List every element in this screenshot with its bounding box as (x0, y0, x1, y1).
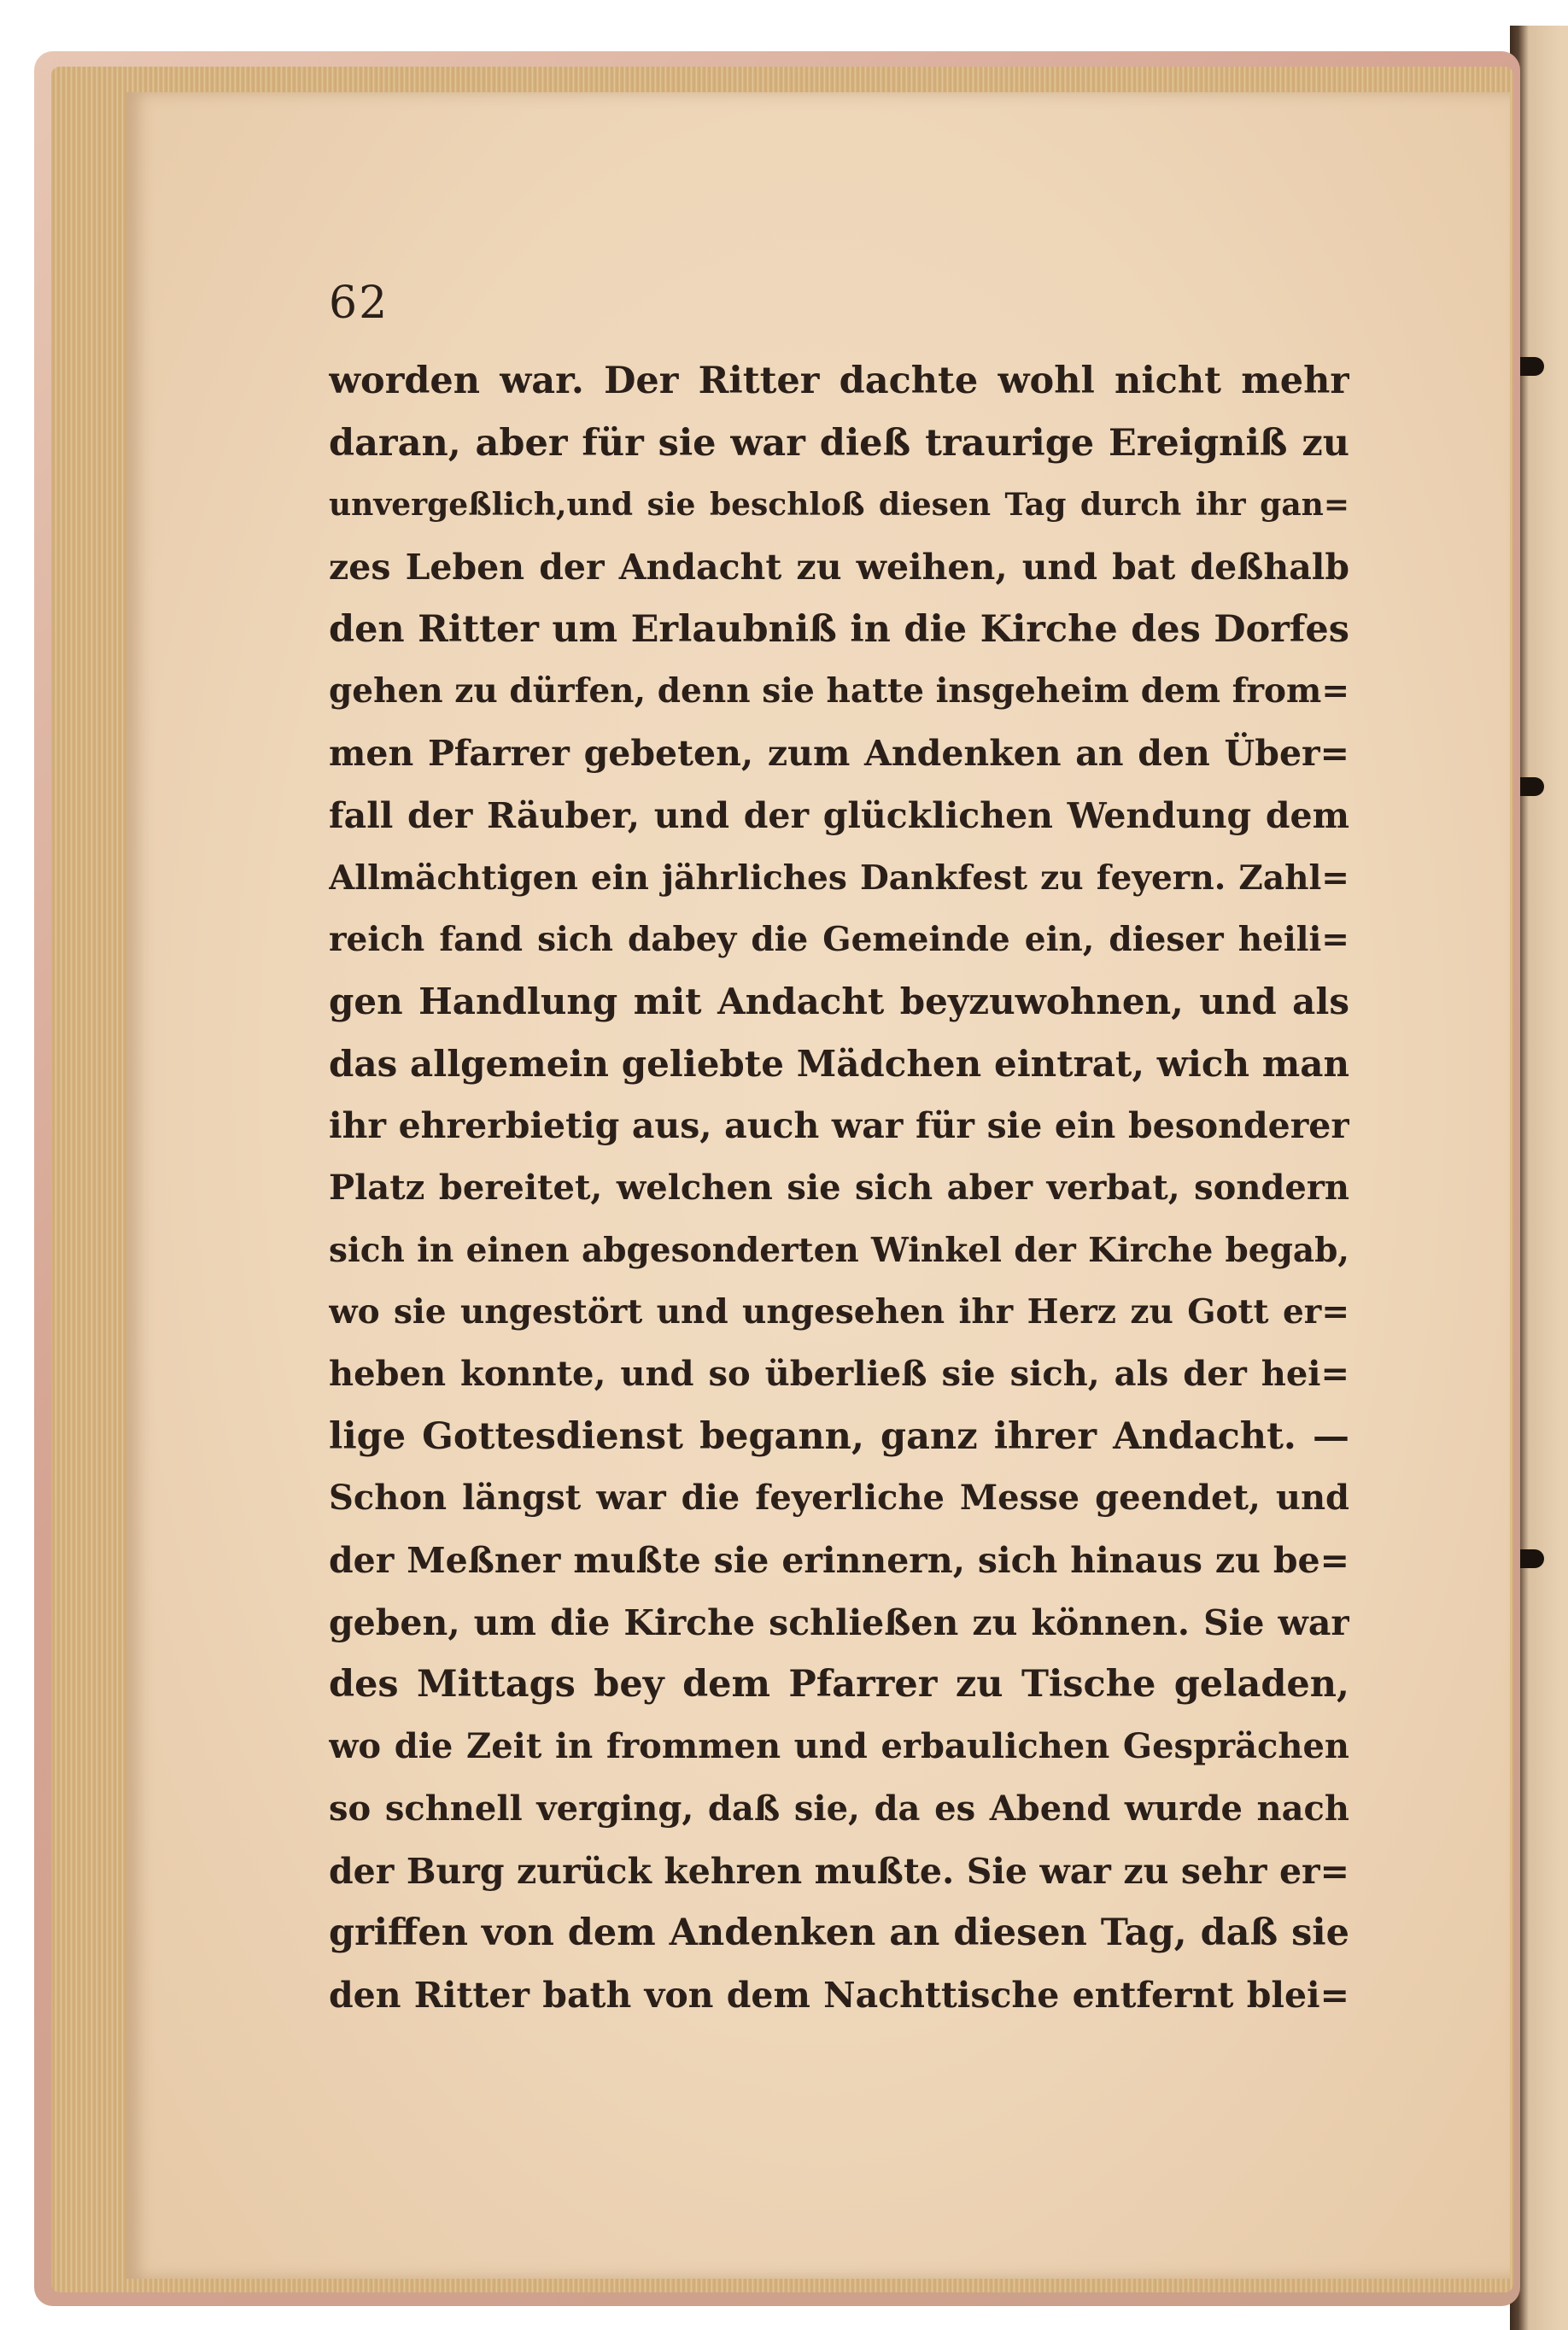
text-line: wo die Zeit in frommen und erbaulichen Gesprächen (329, 1726, 1349, 1767)
page-text (329, 350, 1349, 2027)
text-line: reich fand sich dabey die Gemeinde ein, dieser heili= (329, 920, 1349, 960)
text-line: so schnell verging, daß sie, da es Abend wurde nach (329, 1788, 1349, 1829)
text-line: Platz bereitet, welchen sie sich aber verbat, sondern (329, 1167, 1349, 1208)
text-line: der Burg zurück kehren mußte. Sie war zu sehr er= (329, 1850, 1349, 1892)
text-line: Allmächtigen ein jährliches Dankfest zu feyern. Zahl= (329, 858, 1349, 898)
text-line: heben konnte, und so überließ sie sich, als der hei= (329, 1354, 1349, 1394)
text-line: das allgemein geliebte Mädchen eintrat, wich man (329, 1042, 1349, 1085)
text-line: gen Handlung mit Andacht beyzuwohnen, und als (329, 980, 1349, 1022)
text-line: daran, aber für sie war dieß traurige Ereigniß zu (329, 421, 1349, 465)
text-line: griffen von dem Andenken an diesen Tag, daß sie (329, 1911, 1349, 1955)
text-line: der Meßner mußte sie erinnern, sich hinaus zu be= (329, 1540, 1349, 1582)
text-line: den Ritter um Erlaubniß in die Kirche des Dorfes (329, 607, 1349, 651)
text-line: unvergeßlich,und sie beschloß diesen Tag durch ihr gan= (329, 487, 1349, 524)
text-line: Schon längst war die feyerliche Messe geendet, und (329, 1478, 1349, 1519)
text-line: gehen zu dürfen, denn sie hatte insgeheim dem from= (329, 671, 1349, 711)
text-line: worden war. Der Ritter dachte wohl nicht mehr (329, 360, 1349, 402)
text-line: geben, um die Kirche schließen zu können. Sie war (329, 1601, 1349, 1643)
page-number: 62 (329, 278, 389, 329)
text-line: ihr ehrerbietig aus, auch war für sie ein besonderer (329, 1105, 1349, 1147)
text-line: men Pfarrer gebeten, zum Andenken an den Über= (329, 733, 1349, 775)
text-line: sich in einen abgesonderten Winkel der Kirche begab, (329, 1230, 1349, 1270)
text-line: fall der Räuber, und der glücklichen Wendung dem (329, 794, 1349, 836)
text-line: wo sie ungestört und ungesehen ihr Herz zu Gott er= (329, 1292, 1349, 1332)
text-line: des Mittags bey dem Pfarrer zu Tische geladen, (329, 1663, 1349, 1707)
text-line: zes Leben der Andacht zu weihen, und bat deßhalb (329, 547, 1349, 588)
text-line: den Ritter bath von dem Nachttische entfernt blei= (329, 1974, 1349, 2016)
text-line: lige Gottesdienst begann, ganz ihrer Andacht. — (329, 1414, 1349, 1458)
